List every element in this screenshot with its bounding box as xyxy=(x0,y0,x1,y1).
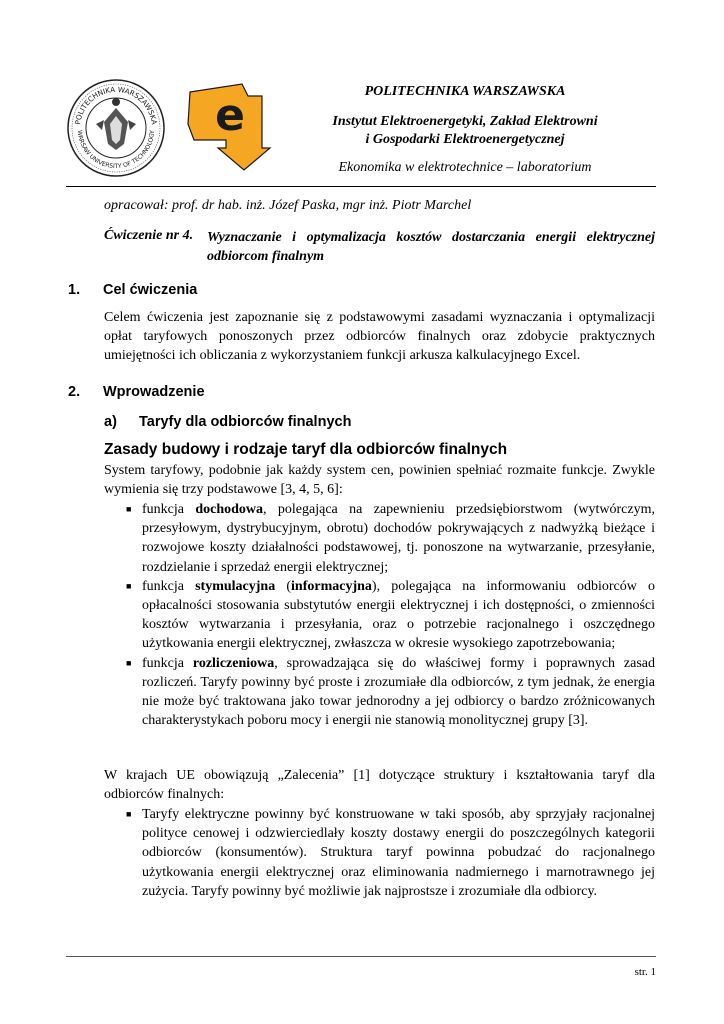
bullet-icon: ■ xyxy=(126,504,132,514)
recommendations-list xyxy=(104,805,655,901)
section-2-number: 2. xyxy=(68,384,81,400)
exercise-label: Ćwiczenie nr 4. xyxy=(104,228,194,243)
course-name: Ekonomika w elektrotechnice – laboratorium xyxy=(338,160,592,175)
list-item: ■ funkcja stymulacyjna (informacyjna), polegająca na informowaniu odbiorców o opłacalności stosowania substytutów energii elektrycznej i ich dostępności, o zmienności kosztów wytwarzania i przesyłania, oraz o potrzebie racjonalnego i oszczędnego użytkowania energii elektrycznej, zwłaszcza w okresie wysokiego zapotrzebowania; xyxy=(126,578,655,652)
institute-line-1: Instytut Elektroenergetyki, Zakład Elektrowni xyxy=(332,114,598,129)
seal-text-top: POLITECHNIKA WARSZAWSKA xyxy=(73,84,159,126)
bullet-icon: ■ xyxy=(126,580,132,591)
eu-recommendations-text: W krajach UE obowiązują „Zalecenia” [1] dotyczące struktury i kształtowania taryf dla odbiorców finalnych: xyxy=(104,768,655,803)
page-number: str. 1 xyxy=(634,966,656,978)
bullet-icon: ■ xyxy=(126,657,132,668)
seal-text-bottom: WARSAW UNIVERSITY OF TECHNOLOGY xyxy=(75,129,157,171)
tariff-functions-list xyxy=(104,500,655,730)
list-item: ■ funkcja rozliczeniowa, sprowadzająca się do właściwej formy i poprawnych zasad rozliczeń. Taryfy powinny być proste i zrozumiałe dla odbiorców, z tym jednak, że energia nie może być traktowana jako towar jednorodny a jej odbiorcy o bardzo zróżnicowanych charakterystykach poboru mocy i energii nie stanowią monolitycznej grupy [3]. xyxy=(126,655,655,729)
header-logos xyxy=(66,78,326,178)
authors-line: opracował: prof. dr hab. inż. Józef Paska, mgr inż. Piotr Marchel xyxy=(104,198,472,213)
institute-line-2: i Gospodarki Elektroenergetycznej xyxy=(365,132,565,147)
subsection-a-number: a) xyxy=(104,414,117,430)
bullet-icon: ■ xyxy=(126,809,132,819)
exercise-title: Wyznaczanie i optymalizacja kosztów dostarczania energii elektrycznej odbiorcom finalnym xyxy=(207,230,655,264)
section-1-number: 1. xyxy=(68,282,81,298)
section-2-title: Wprowadzenie xyxy=(103,384,205,400)
university-name: POLITECHNIKA WARSZAWSKA xyxy=(364,84,566,99)
university-seal-icon xyxy=(66,78,166,178)
header-divider xyxy=(66,186,656,187)
section-1-title: Cel ćwiczenia xyxy=(103,282,198,298)
section-1-text: Celem ćwiczenia jest zapoznanie się z podstawowymi zasadami wyznaczania i optymalizacji opłat taryfowych ponoszonych przez odbiorców finalnych oraz zdobycie praktycznych umiejętności ich obliczania z wykorzystaniem funkcji arkusza kalkulacyjnego Excel. xyxy=(104,310,655,364)
footer-divider xyxy=(66,956,656,957)
subsection-a-title: Taryfy dla odbiorców finalnych xyxy=(139,414,352,430)
tariff-intro-text: System taryfowy, podobnie jak każdy system cen, powinien spełniać rozmaite funkcje. Zwykle wymienia się trzy podstawowe [3, 4, 5, 6]: xyxy=(104,463,655,498)
list-item: ■ funkcja dochodowa, polegająca na zapewnieniu przedsiębiorstwom (wytwórczym, przesyłowym, dystrybucyjnym, obrotu) dochodów pokrywających z nadwyżką bieżące i rozwojowe koszty działalności podstawowej, tj. ponoszone na wytwarzanie, przesyłanie, rozdzielanie i sprzedaż energii elektrycznej; xyxy=(126,502,655,575)
list-item: ■ Taryfy elektryczne powinny być konstruowane w taki sposób, aby sprzyjały racjonalnej polityce cenowej i odzwierciedlały koszty dostawy energii do poszczególnych kategorii odbiorców (konsumentów). Struktura taryf powinna pobudzać do racjonalnego użytkowania energii elektrycznej oraz eliminowania nadmiernego i marnotrawnego jej zużycia. Taryfy powinny być możliwie jak najprostsze i zrozumiałe dla odbiorcy. xyxy=(126,807,655,899)
e-logo-icon xyxy=(184,82,272,172)
logo-letter: e xyxy=(215,90,245,141)
tariff-rules-heading: Zasady budowy i rodzaje taryf dla odbiorców finalnych xyxy=(104,441,508,458)
